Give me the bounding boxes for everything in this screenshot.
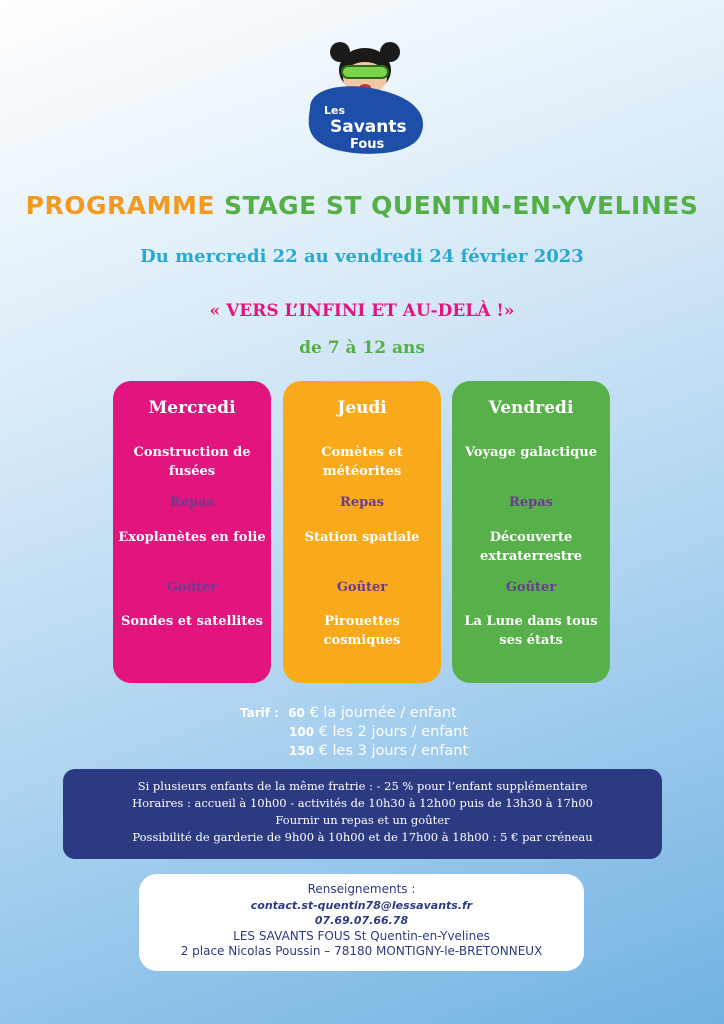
activity-late: Sondes et satellites bbox=[121, 614, 263, 629]
age-range: de 7 à 12 ans bbox=[299, 338, 425, 358]
activity-late: Pirouettes cosmiques bbox=[323, 614, 401, 648]
contact-address: 2 place Nicolas Poussin – 78180 MONTIGNY-le-BRETONNEUX bbox=[180, 944, 543, 958]
day-card-jeudi bbox=[283, 381, 441, 683]
activity-afternoon: Station spatiale bbox=[304, 530, 420, 545]
price-text: € la journée / enfant bbox=[309, 705, 457, 721]
price-value: 150 bbox=[289, 744, 315, 758]
meal-snack: Goûter bbox=[166, 580, 218, 595]
day-name: Vendredi bbox=[488, 398, 574, 418]
price-text: € les 2 jours / enfant bbox=[318, 724, 469, 740]
price-row-1day bbox=[240, 704, 468, 723]
day-name: Jeudi bbox=[337, 398, 387, 418]
day-card-mercredi bbox=[113, 381, 271, 683]
logo-text-fous: Fous bbox=[350, 137, 385, 152]
activity-morning: Comètes et météorites bbox=[321, 445, 403, 479]
title-stage: STAGE ST QUENTIN-EN-YVELINES bbox=[224, 191, 699, 220]
info-line-garderie: Possibilité de garderie de 9h00 à 10h00 et de 17h00 à 18h00 : 5 € par créneau bbox=[132, 830, 593, 844]
meal-lunch: Repas bbox=[340, 495, 384, 510]
price-value: 60 bbox=[288, 706, 305, 720]
meal-snack: Goûter bbox=[505, 580, 557, 595]
les-savants-fous-logo bbox=[290, 38, 440, 160]
price-text: € les 3 jours / enfant bbox=[318, 743, 469, 759]
logo-text-les: Les bbox=[324, 104, 346, 117]
day-card-vendredi bbox=[452, 381, 610, 683]
activity-afternoon: Exoplanètes en folie bbox=[118, 530, 266, 545]
contact-email-link[interactable]: contact.st-quentin78@lessavants.fr bbox=[250, 898, 473, 912]
dates-subtitle: Du mercredi 22 au vendredi 24 février 2023 bbox=[140, 246, 584, 267]
contact-org: LES SAVANTS FOUS St Quentin-en-Yvelines bbox=[233, 928, 490, 943]
meal-snack: Goûter bbox=[336, 580, 388, 595]
title-programme: PROGRAMME bbox=[25, 191, 215, 220]
contact-phone-link[interactable]: 07.69.07.66.78 bbox=[314, 914, 409, 927]
info-line-repas: Fournir un repas et un goûter bbox=[275, 813, 450, 827]
pricing-block bbox=[240, 704, 468, 761]
logo-text-savants: Savants bbox=[330, 117, 407, 137]
contact-box bbox=[139, 874, 584, 971]
price-row-3days bbox=[240, 742, 468, 761]
info-line-fratrie: Si plusieurs enfants de la même fratrie : - 25 % pour l’enfant supplémentaire bbox=[137, 779, 588, 793]
activity-afternoon: Découverte extraterrestre bbox=[480, 530, 582, 564]
meal-lunch: Repas bbox=[509, 495, 553, 510]
contact-heading: Renseignements : bbox=[307, 882, 416, 896]
activity-morning: Voyage galactique bbox=[465, 445, 597, 460]
activity-morning: Construction de fusées bbox=[133, 445, 251, 479]
tarif-label: Tarif : bbox=[240, 706, 279, 720]
info-box bbox=[63, 769, 662, 859]
theme-title: « VERS L’INFINI ET AU-DELÀ !» bbox=[209, 301, 515, 321]
price-value: 100 bbox=[289, 725, 315, 739]
day-name: Mercredi bbox=[148, 398, 236, 418]
page-title bbox=[0, 191, 724, 220]
activity-late: La Lune dans tous ses états bbox=[464, 614, 598, 648]
meal-lunch: Repas bbox=[170, 495, 214, 510]
info-line-horaires: Horaires : accueil à 10h00 - activités de 10h30 à 12h00 puis de 13h30 à 17h00 bbox=[132, 796, 593, 810]
price-row-2days bbox=[240, 723, 468, 742]
